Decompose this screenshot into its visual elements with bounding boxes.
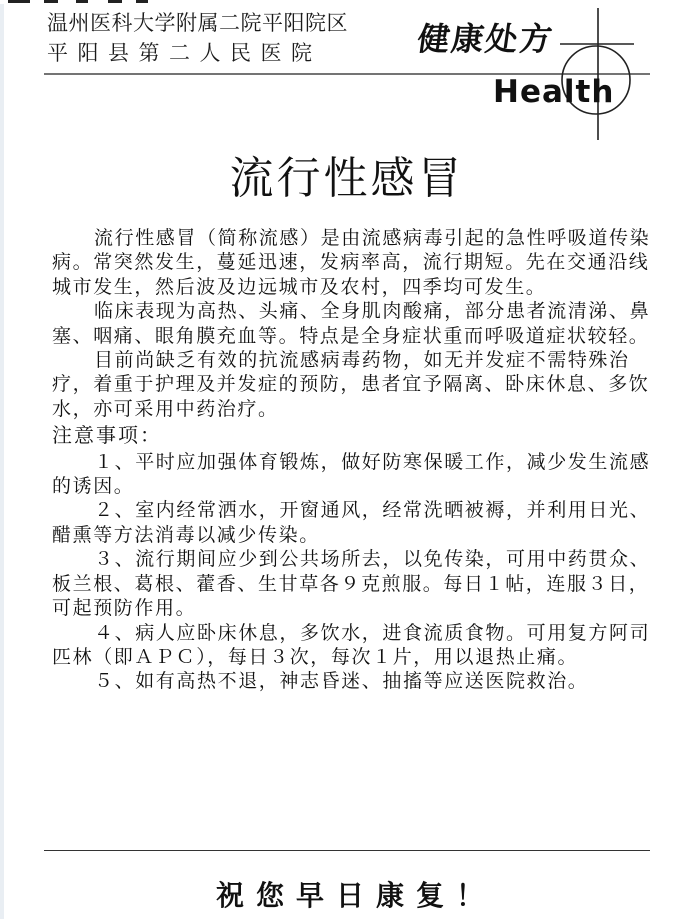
footer-rule [44, 850, 650, 851]
note-item-5: ５、如有高热不退，神志昏迷、抽搐等应送医院救治。 [94, 670, 589, 693]
note-item-4: ４、病人应卧床休息，多饮水，进食流质食物。可用复方阿司匹林（即ＡＰＣ），每日３次，每次１片，用以退热止痛。 [52, 621, 651, 668]
hospital-name-line2: 平阳县第二人民医院 [47, 41, 322, 65]
health-label: Health [493, 74, 615, 110]
note-item-1: １、平时应加强体育锻炼，做好防寒保暖工作，减少发生流感的诱因。 [52, 450, 651, 498]
slogan-health-prescription: 健康处方 [415, 20, 557, 58]
paragraph-treatment: 目前尚缺乏有效的抗流感病毒药物，如无并发症不需特殊治疗，着重于护理及并发症的预防，患者宜予隔离、卧床休息、多饮水，亦可采用中药治疗。 [52, 349, 650, 420]
page-title: 流行性感冒 [229, 153, 465, 204]
hospital-name-line1: 温州医科大学附属二院平阳院区 [47, 11, 348, 35]
note-item-2: ２、室内经常洒水，开窗通风，经常洗晒被褥，并利用日光、醋熏等方法消毒以减少传染。 [52, 499, 651, 546]
article-body [52, 226, 666, 694]
notes-heading: 注意事项： [52, 423, 162, 448]
footer-wish: 祝您早日康复！ [215, 879, 496, 912]
paragraph-intro: 流行性感冒（简称流感）是由流感病毒引起的急性呼吸道传染病。常突然发生，蔓延迅速，发病率高，流行期短。先在交通沿线城市发生，然后波及边远城市及农村，四季均可发生。 [52, 227, 651, 298]
paragraph-symptoms: 临床表现为高热、头痛、全身肌肉酸痛，部分患者流清涕、鼻塞、咽痛、眼角膜充血等。特点是全身症状重而呼吸道症状较轻。 [52, 300, 651, 347]
note-item-3: ３、流行期间应少到公共场所去，以免传染，可用中药贯众、板兰根、葛根、藿香、生甘草各９克煎服。每日１帖，连服３日，可起预防作用。 [52, 548, 651, 620]
